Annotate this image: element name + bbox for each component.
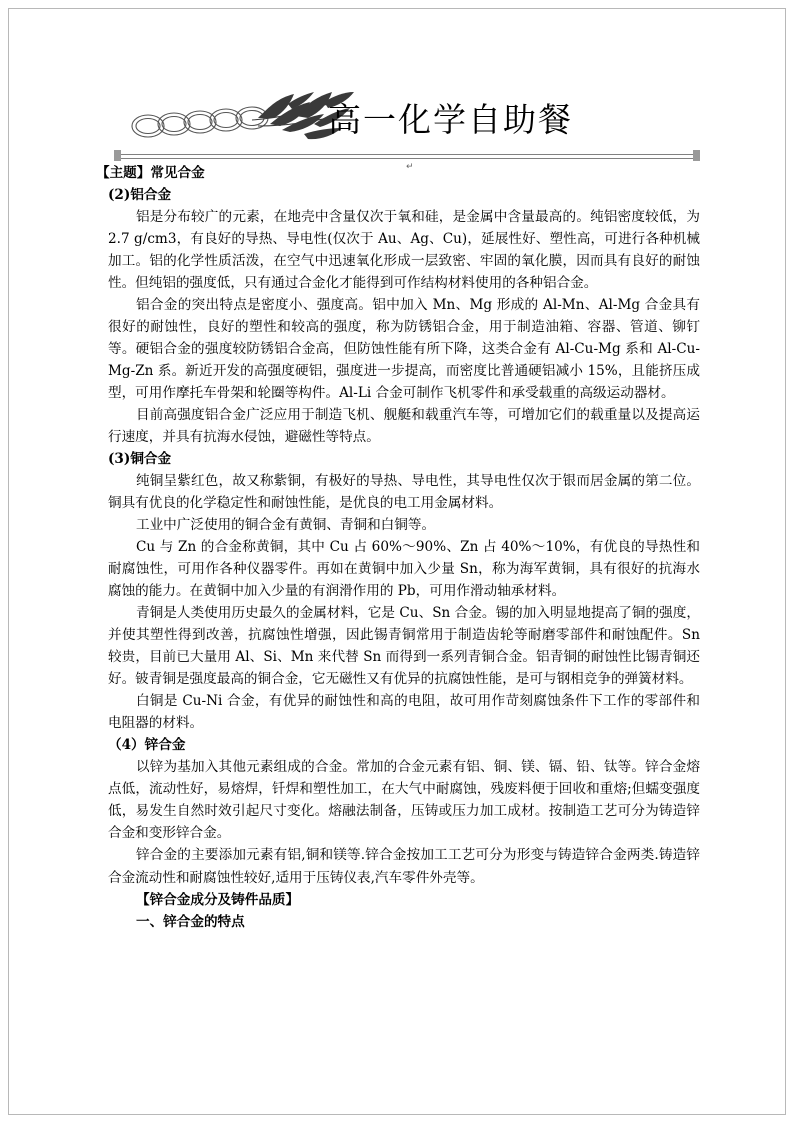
paragraph-aluminum-1: 铝是分布较广的元素，在地壳中含量仅次于氧和硅，是金属中含量最高的。纯铝密度较低，为 2.7 g/cm3，有良好的导热、导电性(仅次于 Au、Ag、Cu)，延展性好、塑性高，可进行各种机械加工。铝的化学性质活泼，在空气中迅速氧化形成一层致密、牢固的氧化膜，因而具有良好的耐蚀性。但纯铝的强度低，只有通过合金化才能得到可作结构材料使用的各种铝合金。 [108,209,700,292]
section-heading-copper: (3)铜合金 [108,451,172,468]
paragraph-copper-5: 白铜是 Cu-Ni 合金，有优异的耐蚀性和高的电阻，故可用作苛刻腐蚀条件下工作的零部件和电阻器的材料。 [108,693,700,732]
banner-rule [118,154,700,159]
sub-heading-zinc-composition: 【锌合金成分及铸件品质】 [136,891,300,908]
document-body [96,162,700,933]
section-heading-aluminum: (2)铝合金 [108,187,172,204]
paragraph-copper-4: 青铜是人类使用历史最久的金属材料，它是 Cu、Sn 合金。锡的加入明显地提高了铜的强度，并使其塑性得到改善，抗腐蚀性增强，因此锡青铜常用于制造齿轮等耐磨零部件和耐蚀配件。Sn 较贵，目前已大量用 Al、Si、Mn 来代替 Sn 而得到一系列青铜合金。铝青铜的耐蚀性比锡青铜还好。铍青铜是强度最高的铜合金，它无磁性又有优异的抗腐蚀性能，是可与钢相竞争的弹簧材料。 [108,605,700,688]
paragraph-copper-2: 工业中广泛使用的铜合金有黄铜、青铜和白铜等。 [136,517,436,534]
paragraph-aluminum-3: 目前高强度铝合金广泛应用于制造飞机、舰艇和载重汽车等，可增加它们的载重量以及提高运行速度，并具有抗海水侵蚀，避磁性等特点。 [108,407,700,446]
banner-rule-cap-left [114,150,121,161]
section-heading-zinc: （4）锌合金 [108,737,186,754]
paragraph-zinc-1: 以锌为基加入其他元素组成的合金。常加的合金元素有铝、铜、镁、镉、铅、钛等。锌合金熔点低，流动性好，易熔焊，钎焊和塑性加工，在大气中耐腐蚀，残废料便于回收和重熔;但蠕变强度低，易发生自然时效引起尺寸变化。熔融法制备，压铸或压力加工成材。按制造工艺可分为铸造锌合金和变形锌合金。 [108,759,700,842]
banner-center-mark: ↵ [406,162,414,172]
paragraph-copper-1: 纯铜呈紫红色，故又称紫铜，有极好的导热、导电性，其导电性仅次于银而居金属的第二位。铜具有优良的化学稳定性和耐蚀性能，是优良的电工用金属材料。 [108,473,700,512]
topic-heading: 【主题】常见合金 [96,165,205,181]
paragraph-aluminum-2: 铝合金的突出特点是密度小、强度高。铝中加入 Mn、Mg 形成的 Al-Mn、Al-Mg 合金具有很好的耐蚀性，良好的塑性和较高的强度，称为防锈铝合金，用于制造油箱、容器、管道、铆钉等。硬铝合金的强度较防锈铝合金高，但防蚀性能有所下降，这类合金有 Al-Cu-Mg 系和 Al-Cu-Mg-Zn 系。新近开发的高强度硬铝，强度进一步提高，而密度比普通硬铝减小 15%，且能挤压成型，可用作摩托车骨架和轮圈等构件。Al-Li 合金可制作飞机零件和承受载重的高级运动器材。 [108,297,700,402]
document-banner [96,88,700,172]
paragraph-copper-3: Cu 与 Zn 的合金称黄铜，其中 Cu 占 60%～90%、Zn 占 40%～10%，有优良的导热性和耐腐蚀性，可用作各种仪器零件。再如在黄铜中加入少量 Sn，称为海军黄铜，具有很好的抗海水腐蚀的能力。在黄铜中加入少量的有润滑作用的 Pb，可用作滑动轴承材料。 [108,539,700,600]
banner-rule-cap-right [693,150,700,161]
document-content [96,88,700,933]
banner-title: 高一化学自助餐 [328,100,573,139]
paragraph-zinc-2: 锌合金的主要添加元素有铝,铜和镁等.锌合金按加工工艺可分为形变与铸造锌合金两类.铸造锌合金流动性和耐腐蚀性较好,适用于压铸仪表,汽车零件外壳等。 [108,847,700,886]
sub-item-zinc-features: 一、锌合金的特点 [136,913,245,930]
